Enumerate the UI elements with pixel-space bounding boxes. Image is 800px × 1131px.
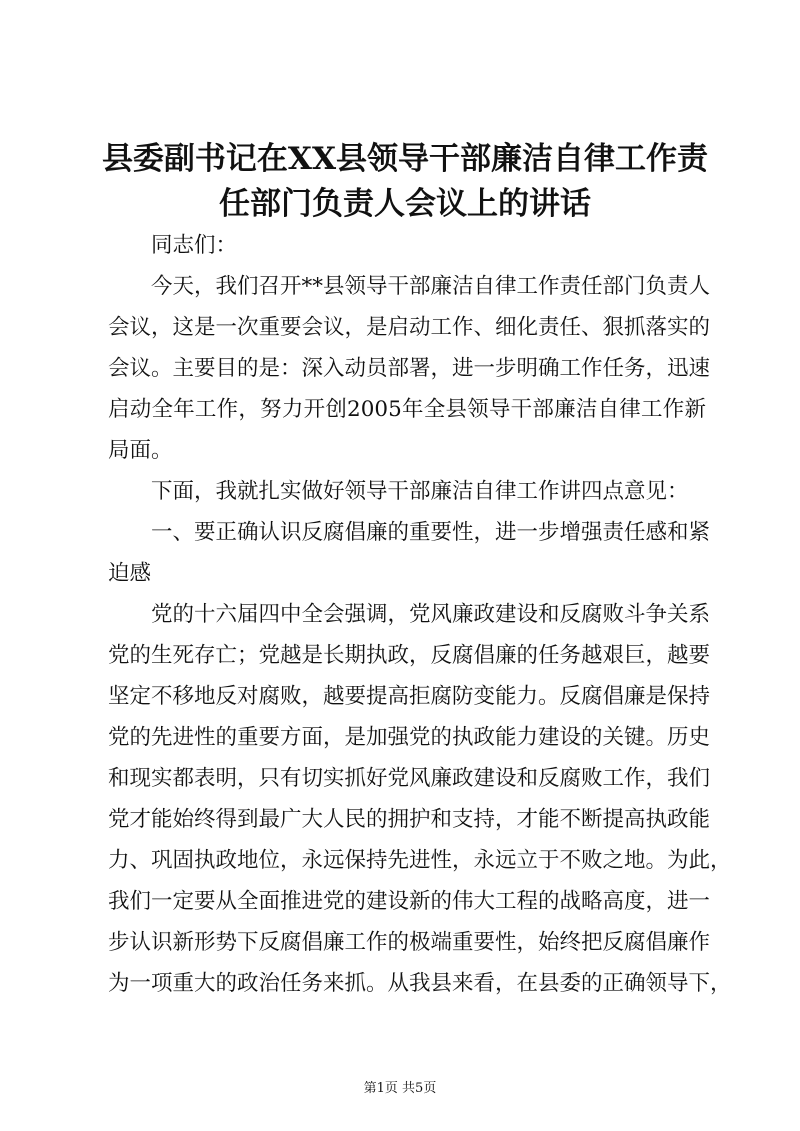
body-line: 今天，我们召开**县领导干部廉洁自律工作责任部门负责人 (151, 274, 711, 299)
body-line: 局面。 (108, 438, 173, 463)
body-line: 党才能始终得到最广大人民的拥护和支持，才能不断提高执政能 (108, 807, 711, 832)
body-line: 我们一定要从全面推进党的建设新的伟大工程的战略高度，进一 (108, 889, 711, 914)
document-title-line-2: 任部门负责人会议上的讲话 (219, 186, 591, 222)
page-footer: 第1页 共5页 (363, 1081, 437, 1096)
body-line: 为一项重大的政治任务来抓。从我县来看，在县委的正确领导下， (108, 971, 732, 996)
body-line: 力、巩固执政地位，永远保持先进性，永远立于不败之地。为此， (108, 848, 732, 873)
body-line: 启动全年工作，努力开创2005年全县领导干部廉洁自律工作新 (108, 397, 706, 422)
body-line: 下面，我就扎实做好领导干部廉洁自律工作讲四点意见： (151, 479, 689, 504)
body-line: 会议，这是一次重要会议，是启动工作、细化责任、狠抓落实的 (108, 315, 711, 340)
body-line: 和现实都表明，只有切实抓好党风廉政建设和反腐败工作，我们 (108, 766, 711, 791)
document-title-line-1: 县委副书记在XX县领导干部廉洁自律工作责 (101, 141, 709, 177)
body-line: 党的先进性的重要方面，是加强党的执政能力建设的关键。历史 (108, 725, 711, 750)
body-line: 党的十六届四中全会强调，党风廉政建设和反腐败斗争关系 (151, 602, 711, 627)
body-line: 会议。主要目的是：深入动员部署，进一步明确工作任务，迅速 (108, 356, 711, 381)
section-heading: 一、要正确认识反腐倡廉的重要性，进一步增强责任感和紧 (151, 520, 711, 545)
body-line: 党的生死存亡；党越是长期执政，反腐倡廉的任务越艰巨，越要 (108, 643, 711, 668)
salutation: 同志们： (151, 233, 238, 258)
body-line: 坚定不移地反对腐败，越要提高拒腐防变能力。反腐倡廉是保持 (108, 684, 711, 709)
body-line: 步认识新形势下反腐倡廉工作的极端重要性，始终把反腐倡廉作 (108, 930, 711, 955)
section-heading: 迫感 (108, 561, 152, 586)
